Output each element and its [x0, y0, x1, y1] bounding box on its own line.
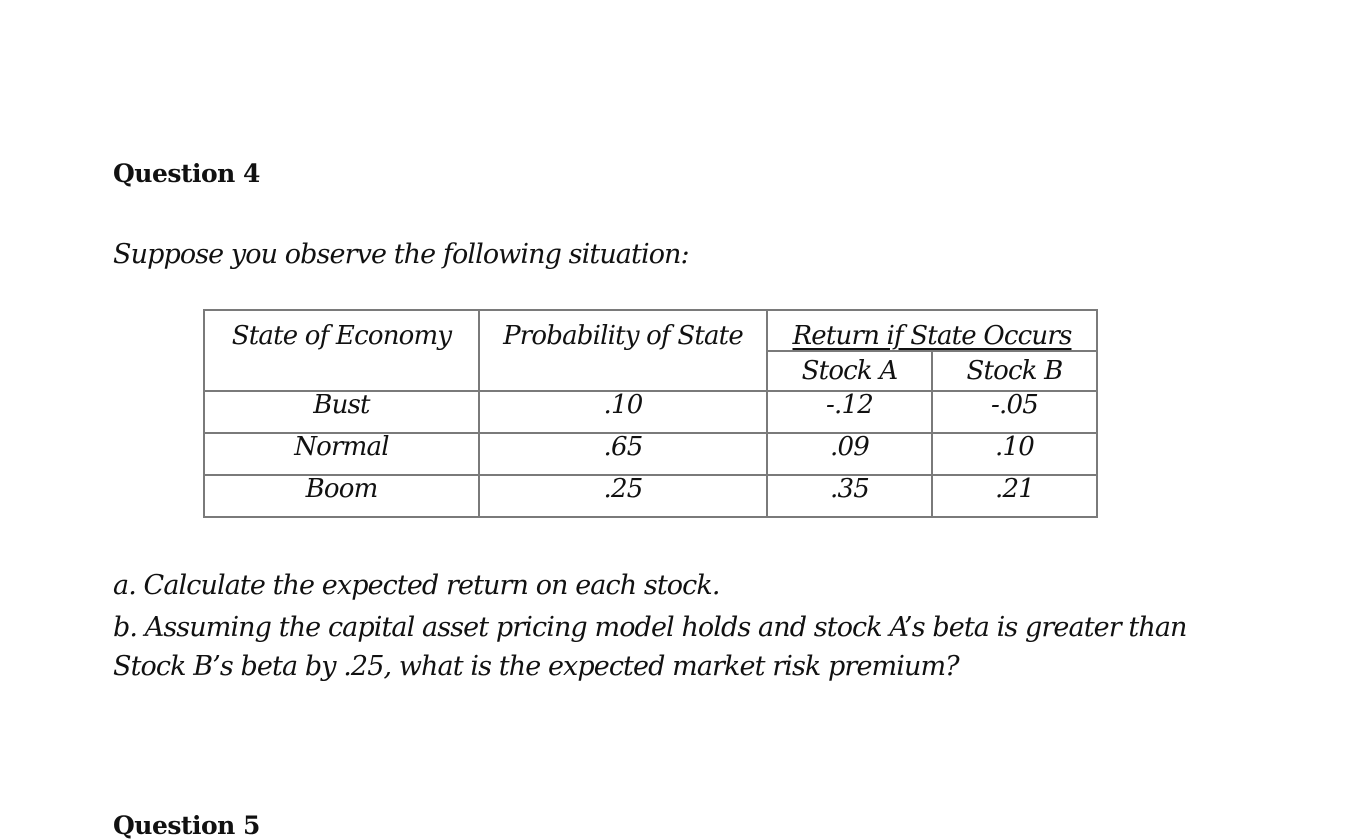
- returns-table: [203, 309, 1098, 518]
- header-return-group-label: Return if State Occurs: [792, 321, 1072, 351]
- cell-probability: .10: [479, 391, 767, 433]
- header-probability-of-state: Probability of State: [479, 310, 767, 391]
- cell-probability: .25: [479, 475, 767, 517]
- cell-stock-a: .09: [767, 433, 932, 475]
- cell-stock-b: -.05: [932, 391, 1097, 433]
- cell-stock-a: -.12: [767, 391, 932, 433]
- header-stock-b: Stock B: [932, 351, 1097, 391]
- table-row: [204, 433, 1097, 475]
- cell-state: Bust: [204, 391, 479, 433]
- header-state-of-economy: State of Economy: [204, 310, 479, 391]
- cell-stock-a: .35: [767, 475, 932, 517]
- cell-probability: .65: [479, 433, 767, 475]
- question-5-title: Question 5: [113, 811, 260, 840]
- table-row: [204, 391, 1097, 433]
- question-4-title: Question 4: [113, 159, 260, 188]
- cell-stock-b: .21: [932, 475, 1097, 517]
- question-part-a: a. Calculate the expected return on each stock.: [113, 570, 720, 601]
- header-stock-a: Stock A: [767, 351, 932, 391]
- cell-state: Boom: [204, 475, 479, 517]
- question-part-b-line-2: Stock B’s beta by .25, what is the expected market risk premium?: [113, 651, 959, 682]
- cell-state: Normal: [204, 433, 479, 475]
- question-intro: Suppose you observe the following situation:: [113, 239, 689, 270]
- table-header-row: [204, 310, 1097, 351]
- cell-stock-b: .10: [932, 433, 1097, 475]
- table-row: [204, 475, 1097, 517]
- header-return-if-state-occurs: [767, 310, 1097, 351]
- question-part-b-line-1: b. Assuming the capital asset pricing model holds and stock A’s beta is greater than: [113, 612, 1187, 643]
